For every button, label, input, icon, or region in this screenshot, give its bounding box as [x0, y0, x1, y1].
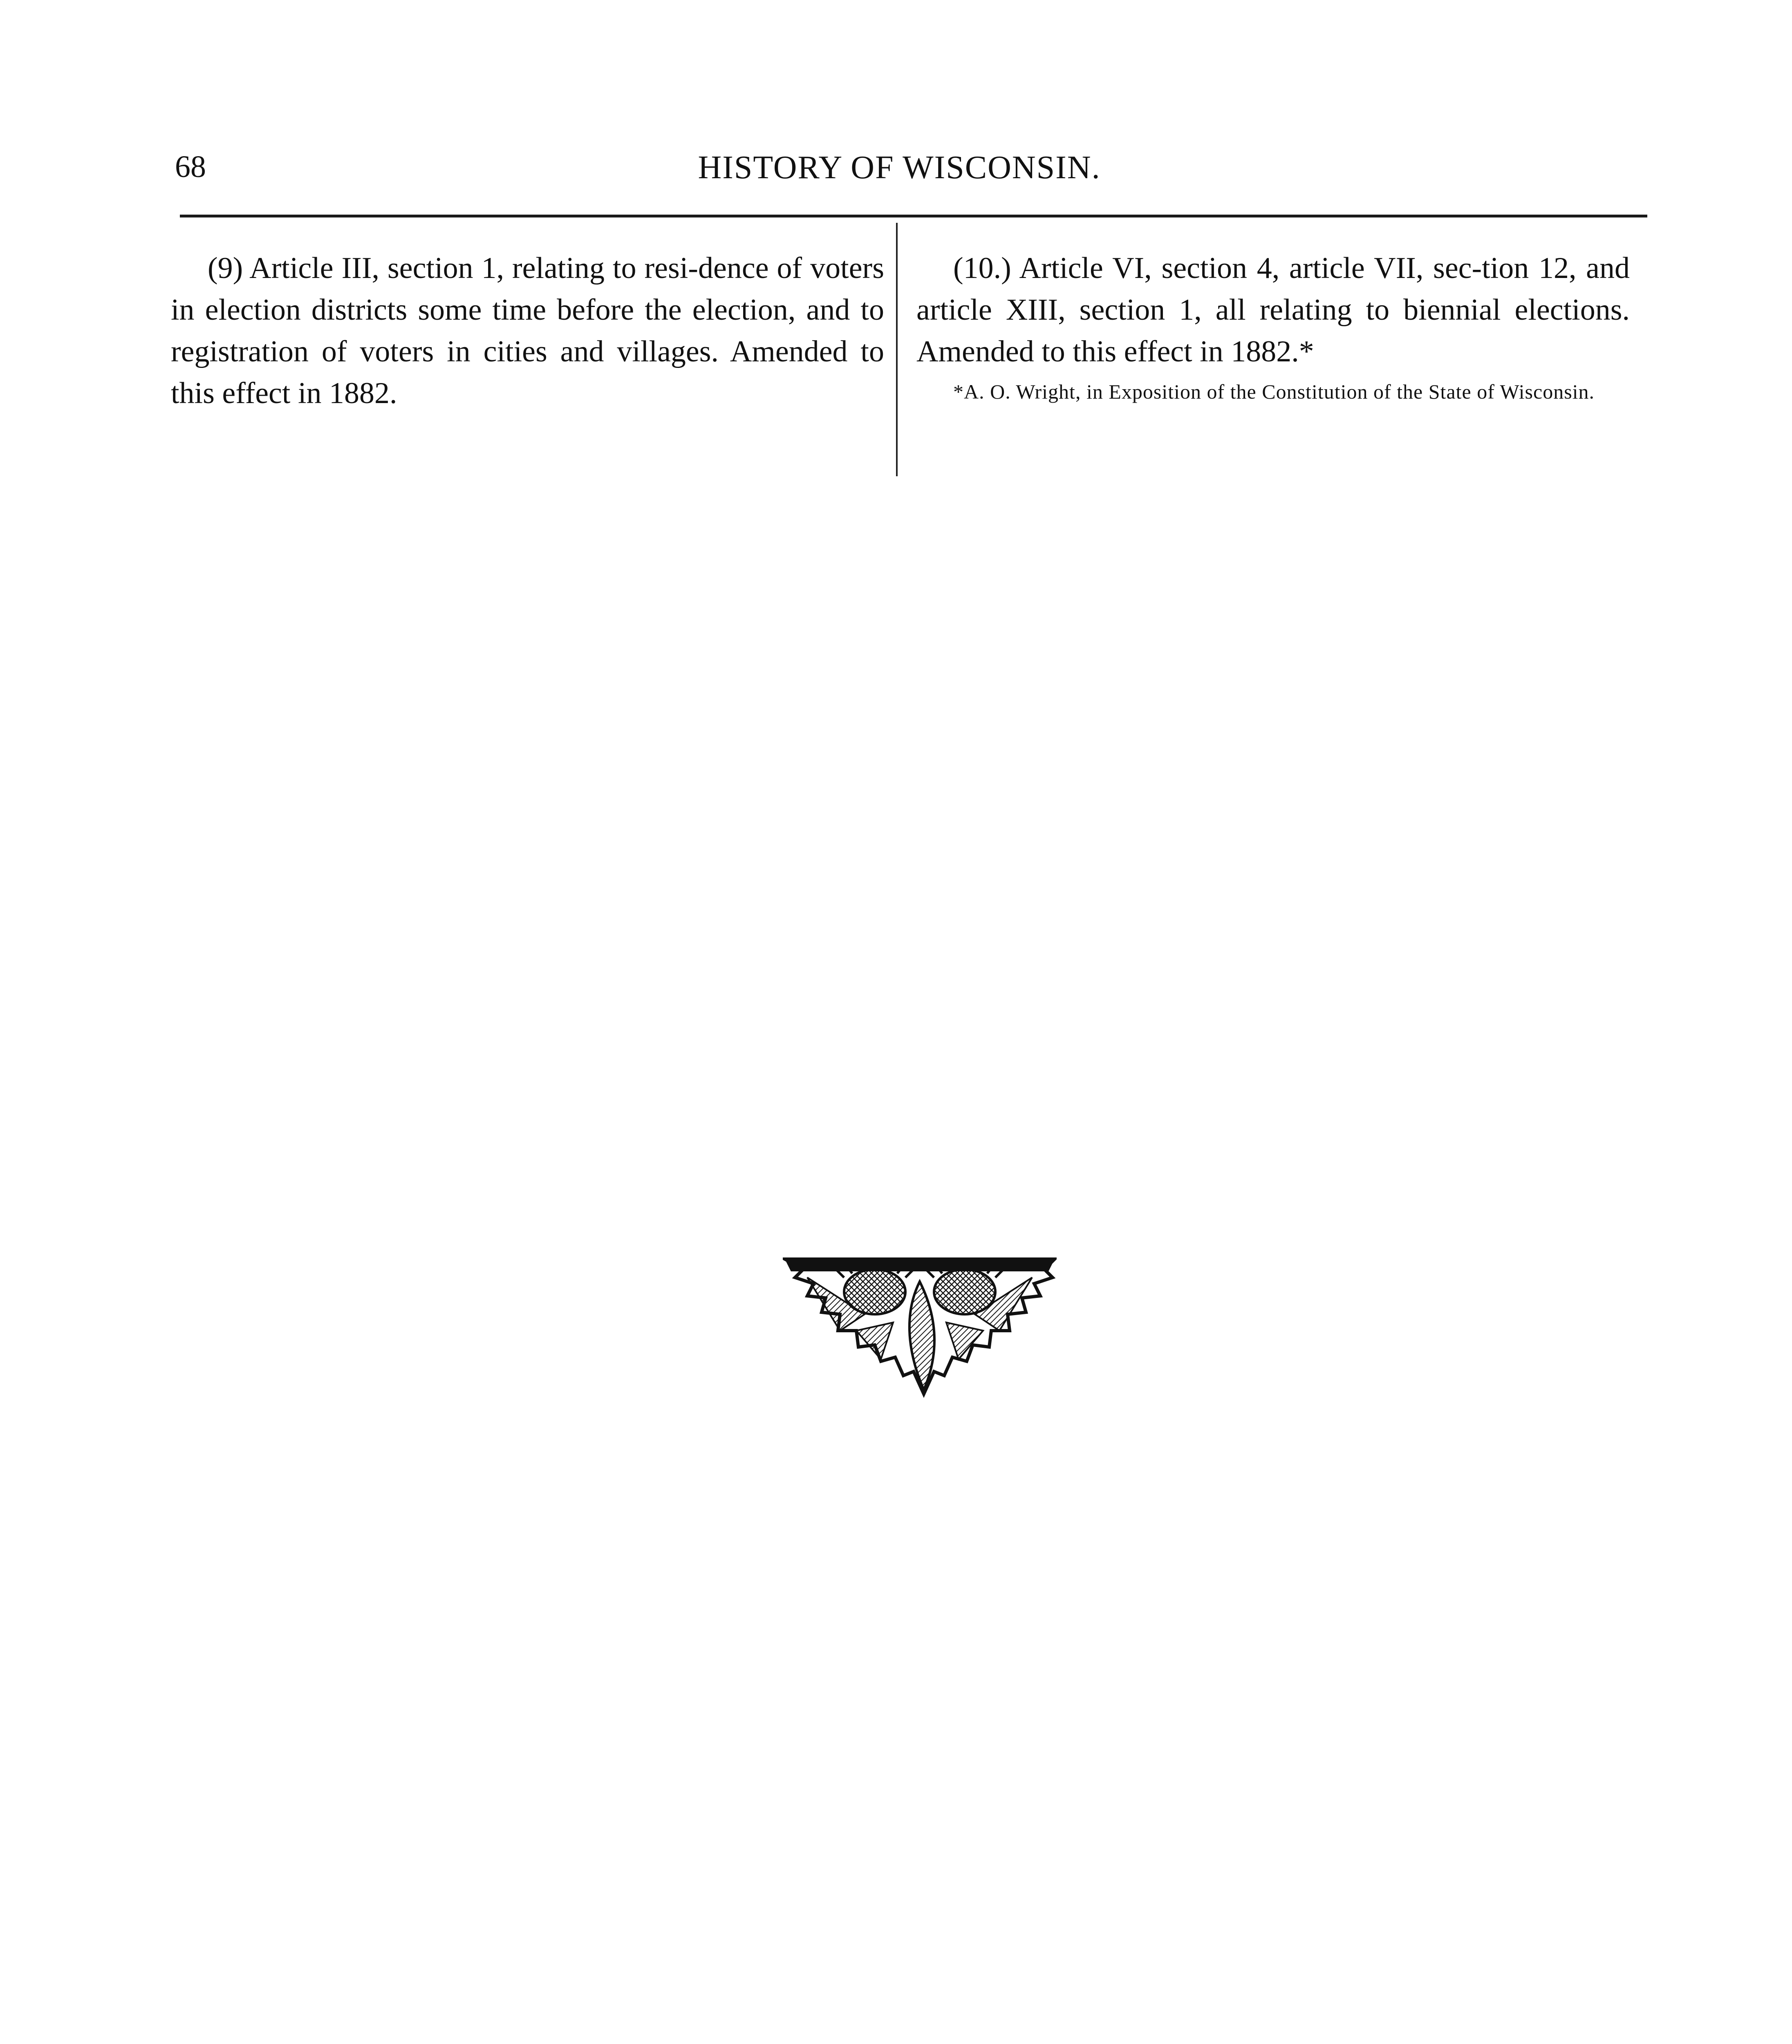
column-divider: [896, 223, 898, 476]
thistle-tailpiece-ornament-icon: [783, 1253, 1057, 1400]
amendment-paragraph-10: (10.) Article VI, section 4, article VII, sec-tion 12, and article XIII, section 1, all relating to biennial elections. Amended to this effect in 1882.*: [916, 251, 1630, 368]
amendment-paragraph-9: (9) Article III, section 1, relating to resi-dence of voters in election districts some time before the election, and to registration of voters in cities and villages. Amended to this effect in 1882.: [171, 251, 884, 410]
header-rule: [180, 215, 1647, 217]
left-column: [171, 247, 884, 414]
running-head-title: HISTORY OF WISCONSIN.: [698, 150, 1101, 186]
right-column: [916, 247, 1630, 403]
page-number: 68: [175, 150, 206, 184]
footnote: *A. O. Wright, in Exposition of the Constitution of the State of Wisconsin.: [953, 380, 1595, 403]
